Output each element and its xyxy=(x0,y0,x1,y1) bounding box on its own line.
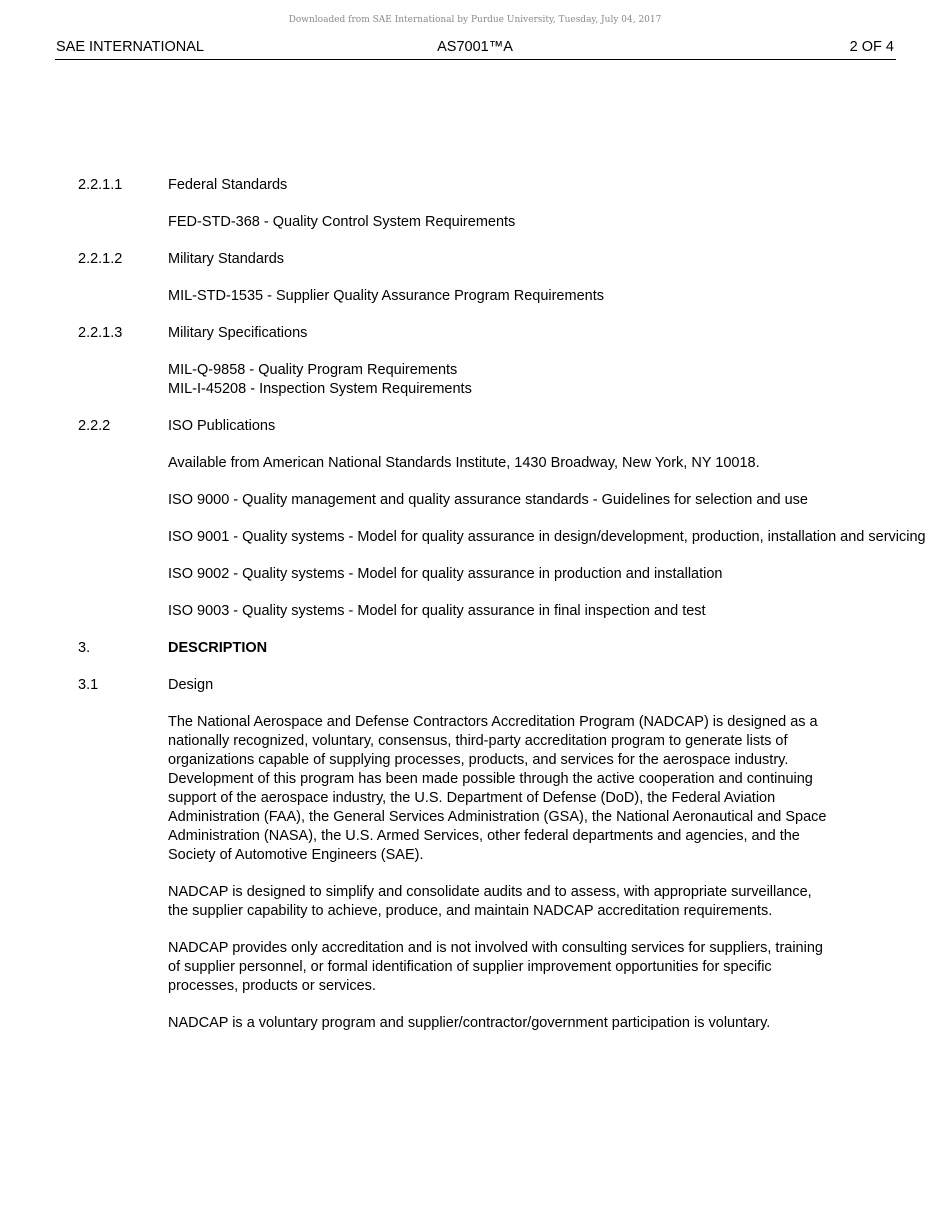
reference-list xyxy=(0,213,950,232)
body-paragraph xyxy=(0,1014,950,1033)
reference-item: ISO 9003 - Quality systems - Model for quality assurance in final inspection and test xyxy=(168,603,706,619)
paragraph-text: NADCAP is a voluntary program and supplier/contractor/government participation is voluntary. xyxy=(168,1015,771,1031)
section-title: DESCRIPTION xyxy=(168,640,268,656)
section-number: 2.2.1.2 xyxy=(78,251,123,267)
reference-item: MIL-I-45208 - Inspection System Requirements xyxy=(168,381,472,397)
reference-item: ISO 9002 - Quality systems - Model for quality assurance in production and installation xyxy=(168,566,723,582)
header-organization: SAE INTERNATIONAL xyxy=(56,39,204,55)
reference-item: ISO 9000 - Quality management and quality assurance standards - Guidelines for selection and use xyxy=(168,492,808,508)
paragraph-text: NADCAP provides only accreditation and is not involved with consulting services for suppliers, training of supplier personnel, or formal identification of supplier improvement opportunities for specific processes, products or services. xyxy=(168,940,823,994)
body-paragraph xyxy=(0,883,950,921)
section-number: 3.1 xyxy=(78,677,99,693)
body-paragraph xyxy=(0,939,950,996)
reference-list xyxy=(0,565,950,584)
reference-list xyxy=(0,491,950,510)
section-number: 3. xyxy=(78,640,91,656)
section-number: 2.2.2 xyxy=(78,418,111,434)
reference-list xyxy=(0,287,950,306)
paragraph-text: NADCAP is designed to simplify and consolidate audits and to assess, with appropriate surveillance, the supplier capability to achieve, produce, and maintain NADCAP accreditation requirements. xyxy=(168,884,812,919)
body-paragraph xyxy=(0,713,950,865)
paragraph-text: The National Aerospace and Defense Contractors Accreditation Program (NADCAP) is designed as a nationally recognized, voluntary, consensus, third-party accreditation program to generate lists of organizations capable of supplying processes, products, and services for the aerospace industry. Development of this program has been made possible through the active cooperation and continuing support of the aerospace industry, the U.S. Department of Defense (DoD), the Federal Aviation Administration (FAA), the General Services Administration (GSA), the National Aeronautical and Space Administration (NASA), the U.S. Armed Services, other federal departments and agencies, and the Society of Automotive Engineers (SAE). xyxy=(168,714,827,863)
section-heading xyxy=(0,176,950,195)
header-page-number: 2 OF 4 xyxy=(849,39,894,55)
section-number: 2.2.1.3 xyxy=(78,325,123,341)
header-document-id: AS7001™A xyxy=(437,39,513,55)
section-title: Military Standards xyxy=(168,251,285,267)
section-title: Design xyxy=(168,677,214,693)
section-title: Military Specifications xyxy=(168,325,308,341)
availability-text: Available from American National Standards Institute, 1430 Broadway, New York, NY 10018. xyxy=(168,455,760,471)
reference-item: FED-STD-368 - Quality Control System Requirements xyxy=(168,214,516,230)
section-title: Federal Standards xyxy=(168,177,288,193)
reference-item: MIL-Q-9858 - Quality Program Requirements xyxy=(168,362,458,378)
reference-item: MIL-STD-1535 - Supplier Quality Assurance Program Requirements xyxy=(168,288,604,304)
section-heading xyxy=(0,324,950,343)
header-rule xyxy=(55,59,896,60)
section-heading xyxy=(0,639,950,658)
section-title: ISO Publications xyxy=(168,418,276,434)
section-heading xyxy=(0,417,950,436)
reference-list xyxy=(0,602,950,621)
availability-note xyxy=(0,454,950,473)
download-watermark: Downloaded from SAE International by Purdue University, Tuesday, July 04, 2017 xyxy=(288,15,662,25)
document-body xyxy=(0,176,950,1051)
section-heading xyxy=(0,250,950,269)
reference-list xyxy=(0,361,950,399)
reference-item: ISO 9001 - Quality systems - Model for quality assurance in design/development, production, installation and servicing xyxy=(168,529,926,545)
section-number: 2.2.1.1 xyxy=(78,177,123,193)
reference-list xyxy=(0,528,950,547)
section-heading xyxy=(0,676,950,695)
